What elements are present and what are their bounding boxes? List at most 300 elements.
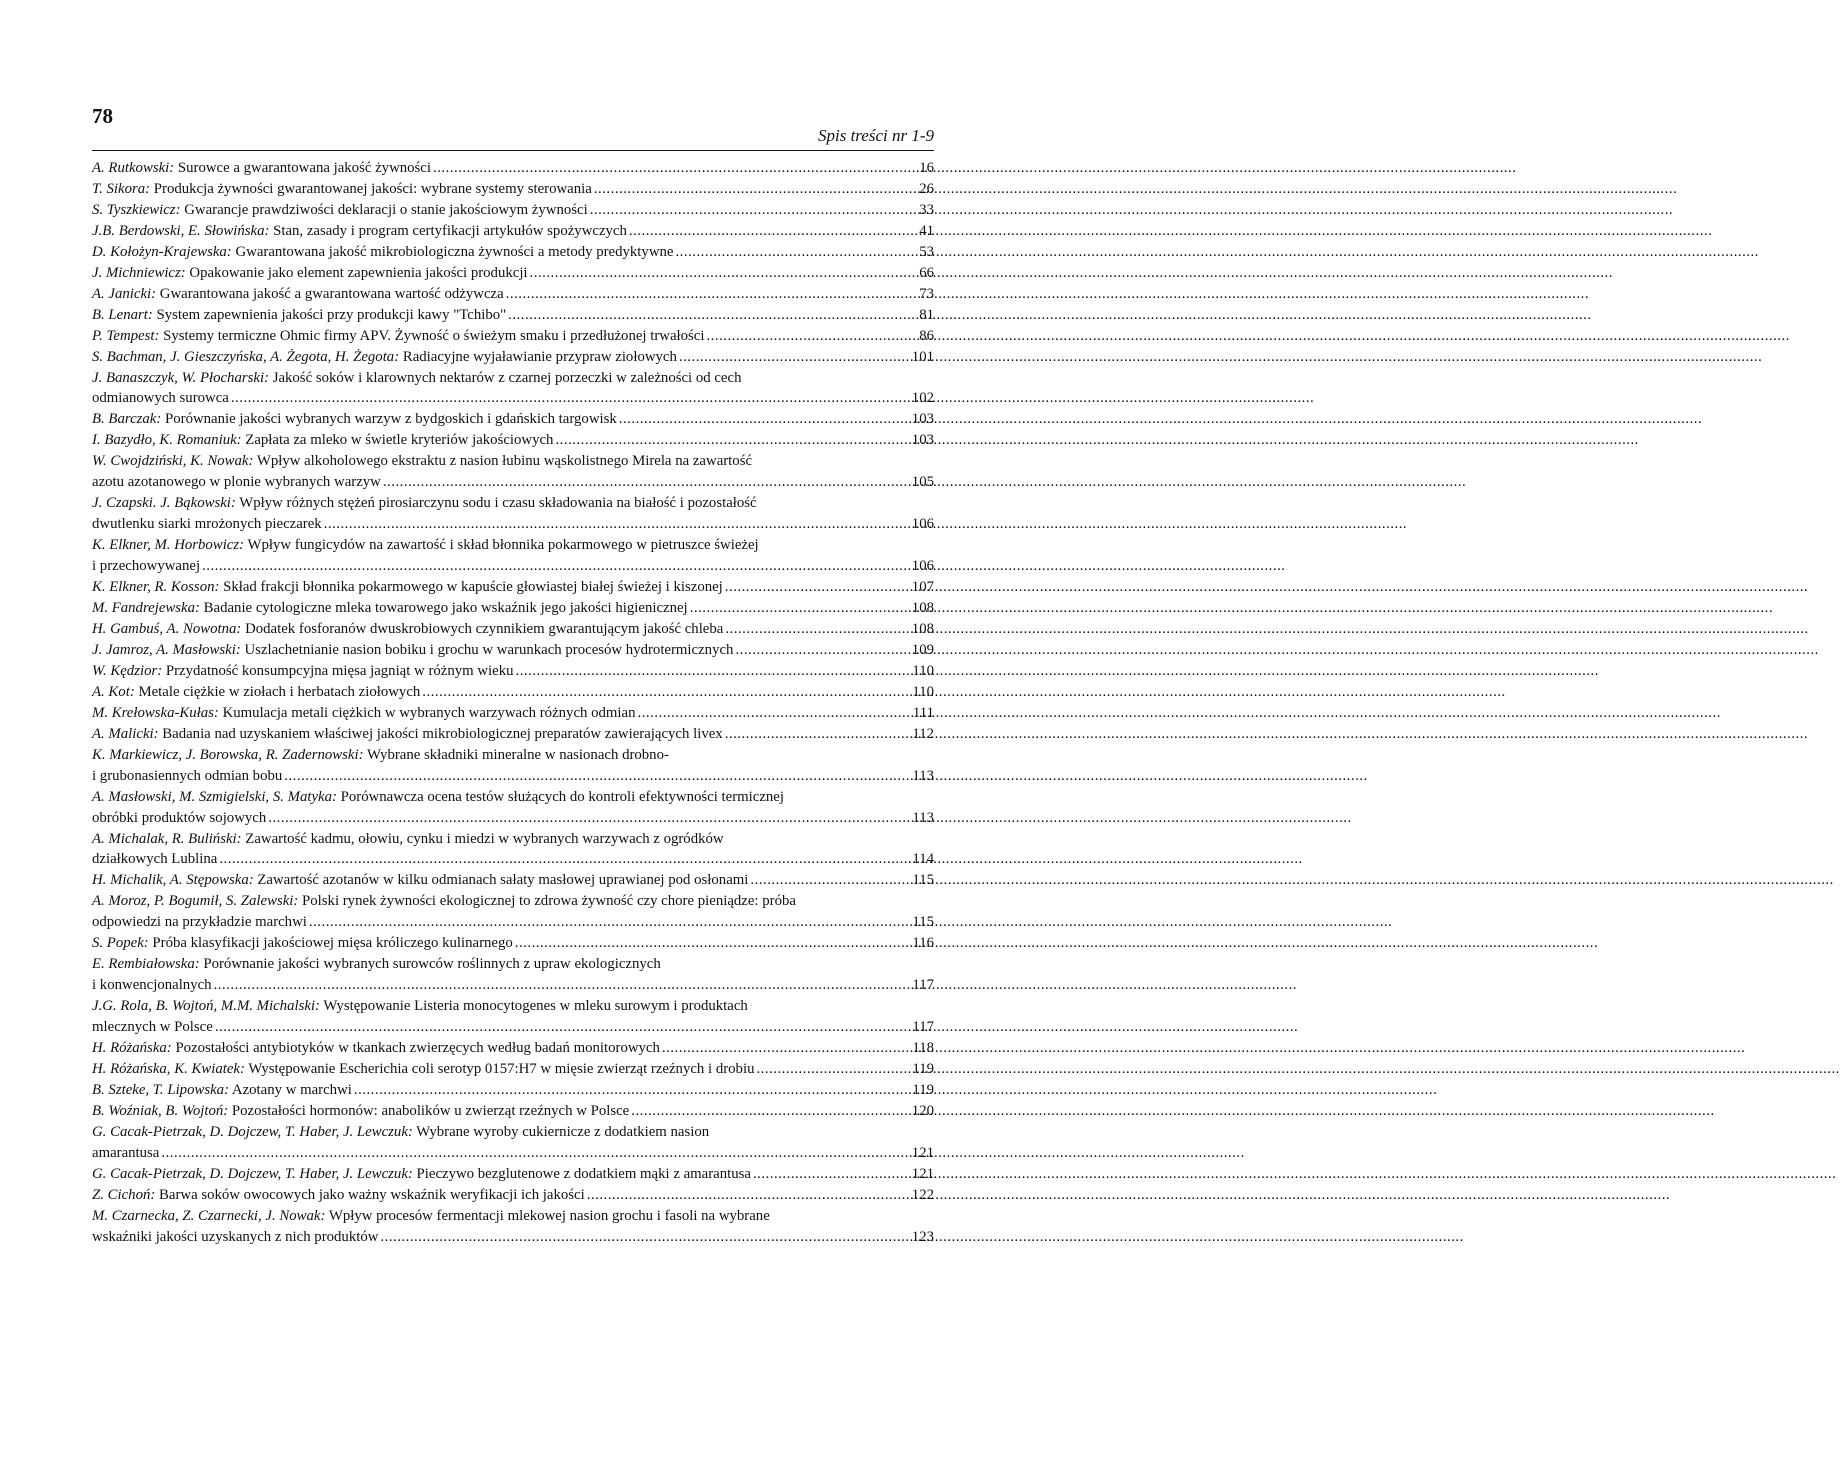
toc-title: Porównanie jakości wybranych warzyw z bydgoskich i gdańskich targowisk: [165, 411, 617, 428]
toc-title-continuation: obróbki produktów sojowych: [92, 809, 267, 826]
toc-title: Skład frakcji błonnika pokarmowego w kapuście głowiastej białej świeżej i kiszonej: [223, 579, 723, 596]
toc-authors: B. Barczak:: [92, 411, 162, 428]
toc-title: Porównanie jakości wybranych surowców roślinnych z upraw ekologicznych: [203, 956, 661, 973]
toc-entry: [92, 891, 934, 933]
toc-page-number: 115: [912, 872, 934, 889]
toc-entry-text: [92, 703, 636, 724]
toc-entry-line: [92, 996, 934, 1017]
toc-authors: S. Bachman, J. Gieszczyńska, A. Żegota, H. Żegota:: [92, 348, 400, 365]
dot-leader: [268, 808, 910, 829]
toc-entry-text: [92, 829, 724, 850]
toc-page-number: 122: [911, 1186, 934, 1203]
toc-entry: [92, 430, 934, 451]
toc-page-number: 116: [912, 935, 934, 952]
toc-title: Zawartość kadmu, ołowiu, cynku i miedzi w wybranych warzywach z ogródków: [245, 830, 724, 847]
toc-authors: S. Tyszkiewicz:: [92, 201, 181, 218]
toc-page-number: 103: [911, 432, 934, 449]
toc-page-number: 119: [912, 1060, 934, 1077]
toc-entry-text: [92, 158, 431, 179]
toc-entry-text: [92, 200, 588, 221]
toc-entry-line: [92, 724, 934, 745]
toc-entry: [92, 745, 934, 787]
toc-entry-text: [92, 682, 420, 703]
toc-entry-line: [92, 1038, 934, 1059]
toc-page-number: 109: [911, 641, 934, 658]
toc-entry-text: [92, 1059, 754, 1080]
toc-title-continuation: odpowiedzi na przykładzie marchwi: [92, 914, 307, 931]
toc-entry-line: [92, 514, 934, 535]
toc-title-continuation: amarantusa: [92, 1144, 160, 1161]
toc-entry: [92, 1206, 934, 1248]
toc-entry-line: [92, 493, 934, 514]
toc-entry-text: [92, 221, 627, 242]
toc-title-continuation: i przechowywanej: [92, 558, 201, 575]
dot-leader: [515, 933, 911, 954]
toc-authors: A. Malicki:: [92, 725, 159, 742]
toc-entry: [92, 1059, 934, 1080]
toc-entry-text: [92, 1080, 352, 1101]
toc-title: Wpływ procesów fermentacji mlekowej nasion grochu i fasoli na wybrane: [328, 1207, 770, 1224]
toc-entry: [92, 305, 934, 326]
dot-leader: [383, 472, 910, 493]
toc-page-number: 106: [911, 516, 934, 533]
toc-entry-line: [92, 975, 934, 996]
toc-page-number: 119: [912, 1081, 934, 1098]
toc-authors: J. Czapski. J. Bąkowski:: [92, 495, 236, 512]
dot-leader: [202, 556, 910, 577]
toc-entry: [92, 1101, 934, 1122]
toc-entry-line: [92, 870, 934, 891]
toc-authors: J. Michniewicz:: [92, 264, 186, 281]
toc-entry-line: [92, 912, 934, 933]
toc-page-number: 86: [919, 327, 934, 344]
toc-entry: [92, 598, 934, 619]
dot-leader: [638, 703, 911, 724]
toc-title: Wpływ różnych stężeń pirosiarczynu sodu i czasu składowania na białość i pozostałość: [239, 495, 757, 512]
toc-authors: H. Różańska, K. Kwiatek:: [92, 1060, 245, 1077]
dot-leader: [587, 1185, 910, 1206]
dot-leader: [725, 577, 910, 598]
dot-leader: [214, 975, 911, 996]
toc-authors: B. Lenart:: [92, 306, 153, 323]
toc-authors: J. Banaszczyk, W. Płocharski:: [92, 369, 269, 386]
toc-entry: [92, 1038, 934, 1059]
toc-entry-text: [92, 305, 506, 326]
toc-entry-line: [92, 1164, 934, 1185]
toc-page-number: 115: [912, 914, 934, 931]
dot-leader: [753, 1164, 910, 1185]
toc-title: Systemy termiczne Ohmic firmy APV. Żywność o świeżym smaku i przedłużonej trwałości: [163, 327, 705, 344]
toc-entry-text: [92, 263, 528, 284]
toc-entry-line: [92, 661, 934, 682]
toc-title-continuation: odmianowych surowca: [92, 390, 229, 407]
toc-title: Stan, zasady i program certyfikacji artykułów spożywczych: [273, 222, 627, 239]
toc-page-number: 53: [919, 243, 934, 260]
toc-entry-line: [92, 1017, 934, 1038]
toc-authors: W. Cwojdziński, K. Nowak:: [92, 453, 254, 470]
toc-entry: [92, 577, 934, 598]
toc-title: Kumulacja metali ciężkich w wybranych warzywach różnych odmian: [222, 704, 636, 721]
toc-authors: A. Moroz, P. Bogumił, S. Zalewski:: [92, 893, 299, 910]
dot-leader: [380, 1227, 909, 1248]
toc-page-number: 108: [911, 600, 934, 617]
toc-entry: [92, 933, 934, 954]
toc-entry-line: [92, 1080, 934, 1101]
toc-page-number: 117: [912, 977, 934, 994]
toc-page-number: 106: [911, 558, 934, 575]
dot-leader: [555, 430, 909, 451]
toc-title: Gwarantowana jakość a gwarantowana wartość odżywcza: [159, 285, 504, 302]
toc-entry-line: [92, 263, 934, 284]
toc-title: System zapewnienia jakości przy produkcji kawy "Tchibo": [156, 306, 507, 323]
toc-entry-line: [92, 703, 934, 724]
toc-entry-text: [92, 661, 514, 682]
toc-entry-line: [92, 430, 934, 451]
dot-leader: [422, 682, 910, 703]
dot-leader: [594, 179, 912, 200]
dot-leader: [662, 1038, 910, 1059]
toc-entry-line: [92, 535, 934, 556]
toc-authors: E. Rembiałowska:: [92, 956, 200, 973]
toc-authors: A. Michalak, R. Buliński:: [92, 830, 242, 847]
toc-authors: T. Sikora:: [92, 180, 151, 197]
toc-entry-line: [92, 388, 934, 409]
toc-entry: [92, 829, 934, 871]
toc-authors: M. Czarnecka, Z. Czarnecki, J. Nowak:: [92, 1207, 326, 1224]
toc-entry-text: [92, 870, 748, 891]
toc-title: Wpływ fungicydów na zawartość i skład błonnika pokarmowego w pietruszce świeżej: [247, 537, 759, 554]
dot-leader: [750, 870, 910, 891]
toc-page-number: 123: [911, 1228, 934, 1245]
toc-page-number: 110: [912, 662, 934, 679]
dot-leader: [309, 912, 910, 933]
toc-entry: [92, 493, 934, 535]
toc-page-number: 108: [911, 620, 934, 637]
page-header: [92, 100, 934, 151]
toc-entry-text: [92, 1038, 660, 1059]
toc-entry-text: [92, 745, 669, 766]
toc-entry-text: [92, 1122, 709, 1143]
toc-title: Opakowanie jako element zapewnienia jakości produkcji: [189, 264, 528, 281]
dot-leader: [219, 849, 910, 870]
toc-authors: J.G. Rola, B. Wojtoń, M.M. Michalski:: [92, 998, 320, 1015]
toc-entry-line: [92, 1143, 934, 1164]
toc-entry: [92, 703, 934, 724]
dot-leader: [530, 263, 912, 284]
toc-entry-text: [92, 640, 733, 661]
toc-authors: H. Różańska:: [92, 1040, 172, 1057]
toc-entry: [92, 954, 934, 996]
toc-title: Zapłata za mleko w świetle kryteriów jakościowych: [245, 432, 554, 449]
toc-authors: A. Janicki:: [92, 285, 157, 302]
toc-authors: I. Bazydło, K. Romaniuk:: [92, 432, 242, 449]
toc-title: Gwarantowana jakość mikrobiologiczna żywności a metody predyktywne: [235, 243, 674, 260]
toc-page-number: 120: [911, 1102, 934, 1119]
toc-title: Uszlachetnianie nasion bobiku i grochu w warunkach procesów hydrotermicznych: [244, 641, 734, 658]
toc-entry-line: [92, 577, 934, 598]
dot-leader: [619, 409, 910, 430]
toc-authors: H. Gambuś, A. Nowotna:: [92, 620, 242, 637]
dot-leader: [631, 1101, 910, 1122]
toc-entry: [92, 179, 934, 200]
toc-entry-text: [92, 284, 504, 305]
toc-page-number: 117: [912, 1019, 934, 1036]
toc-title: Produkcja żywności gwarantowanej jakości: wybrane systemy sterowania: [153, 180, 592, 197]
toc-title: Badania nad uzyskaniem właściwej jakości mikrobiologicznej preparatów zawierających livex: [162, 725, 723, 742]
toc-entry-text: [92, 242, 673, 263]
toc-title: Przydatność konsumpcyjna mięsa jagniąt w różnym wieku: [165, 662, 514, 679]
toc-authors: A. Rutkowski:: [92, 160, 175, 176]
toc-entry: [92, 661, 934, 682]
toc-authors: G. Cacak-Pietrzak, D. Dojczew, T. Haber, J. Lewczuk:: [92, 1123, 413, 1140]
toc-page-number: 102: [911, 390, 934, 407]
dot-leader: [735, 640, 909, 661]
toc-title: Jakość soków i klarownych nektarów z czarnej porzeczki w zależności od cech: [272, 369, 742, 386]
toc-entry: [92, 870, 934, 891]
toc-entry-text: [92, 430, 553, 451]
page-number: 78: [92, 104, 113, 128]
toc-page-number: 16: [919, 160, 934, 176]
toc-authors: K. Elkner, R. Kosson:: [92, 579, 220, 596]
toc-page-number: 101: [911, 348, 934, 365]
toc-title: Radiacyjne wyjaławianie przypraw ziołowych: [402, 348, 677, 365]
toc-entry-line: [92, 619, 934, 640]
toc-entry-line: [92, 200, 934, 221]
toc-page-number: 73: [919, 285, 934, 302]
toc-entry-line: [92, 326, 934, 347]
toc-entry: [92, 640, 934, 661]
toc-authors: J. Jamroz, A. Masłowski:: [92, 641, 241, 658]
toc-page-number: 81: [919, 306, 934, 323]
toc-entry-line: [92, 556, 934, 577]
toc-title: Badanie cytologiczne mleka towarowego jako wskaźnik jego jakości higienicznej: [203, 600, 688, 617]
toc-entry: [92, 996, 934, 1038]
dot-leader: [690, 598, 910, 619]
toc-entry-text: [92, 933, 513, 954]
toc-page-number: 103: [911, 411, 934, 428]
toc-entry-line: [92, 849, 934, 870]
toc-page-number: 66: [919, 264, 934, 281]
toc-entry-line: [92, 954, 934, 975]
toc-page-number: 26: [919, 180, 934, 197]
toc-title: Azotany w marchwi: [231, 1081, 352, 1098]
toc-title-continuation: dwutlenku siarki mrożonych pieczarek: [92, 516, 322, 533]
toc-entry: [92, 724, 934, 745]
toc-page-number: 113: [912, 767, 934, 784]
toc-entry-line: [92, 158, 934, 179]
toc-title-continuation: i grubonasiennych odmian bobu: [92, 767, 283, 784]
toc-entry-line: [92, 284, 934, 305]
toc-entry-text: [92, 1185, 585, 1206]
toc-title: Próba klasyfikacji jakościowej mięsa króliczego kulinarnego: [152, 935, 513, 952]
toc-entry-line: [92, 1101, 934, 1122]
toc-page-number: 121: [911, 1165, 934, 1182]
toc-title: Pozostałości hormonów: anabolików u zwierząt rzeźnych w Polsce: [231, 1102, 630, 1119]
toc-page-number: 121: [911, 1144, 934, 1161]
toc-page-number: 105: [911, 474, 934, 491]
dot-leader: [324, 514, 910, 535]
toc-entry-line: [92, 682, 934, 703]
toc-title: Pozostałości antybiotyków w tkankach zwierzęcych według badań monitorowych: [175, 1040, 660, 1057]
toc-entry: [92, 409, 934, 430]
dot-leader: [725, 619, 909, 640]
toc-title: Wybrane wyroby cukiernicze z dodatkiem nasion: [416, 1123, 710, 1140]
toc-entry: [92, 326, 934, 347]
toc-title: Występowanie Escherichia coli serotyp 0157:H7 w mięsie zwierząt rzeźnych i drobiu: [248, 1060, 755, 1077]
toc-entry-line: [92, 891, 934, 912]
toc-entry-text: [92, 954, 661, 975]
toc-entry-line: [92, 451, 934, 472]
toc-entry-text: [92, 598, 688, 619]
toc-entry: [92, 368, 934, 410]
toc-page-number: 114: [912, 851, 934, 868]
running-title: Spis treści nr 1-9: [817, 126, 934, 145]
table-of-contents: [92, 158, 934, 1248]
toc-entry-line: [92, 179, 934, 200]
toc-entry-line: [92, 933, 934, 954]
toc-title-continuation: mlecznych w Polsce: [92, 1019, 213, 1036]
toc-entry-text: [92, 179, 592, 200]
toc-entry-text: [92, 996, 748, 1017]
toc-entry: [92, 347, 934, 368]
toc-entry-line: [92, 1122, 934, 1143]
toc-authors: M. Fandrejewska:: [92, 600, 200, 617]
toc-entry: [92, 263, 934, 284]
toc-entry-text: [92, 891, 796, 912]
toc-title: Porównawcza ocena testów służących do kontroli efektywności termicznej: [340, 788, 784, 805]
toc-title: Zawartość azotanów w kilku odmianach sałaty masłowej uprawianej pod osłonami: [257, 872, 749, 889]
toc-entry: [92, 619, 934, 640]
toc-entry-line: [92, 1059, 934, 1080]
dot-leader: [354, 1080, 910, 1101]
toc-title: Barwa soków owocowych jako ważny wskaźnik weryfikacji ich jakości: [159, 1186, 585, 1203]
dot-leader: [590, 200, 912, 221]
dot-leader: [433, 158, 912, 179]
dot-leader: [215, 1017, 911, 1038]
toc-entry-line: [92, 1185, 934, 1206]
toc-title: Metale ciężkie w ziołach i herbatach ziołowych: [138, 683, 421, 700]
dot-leader: [508, 305, 912, 326]
toc-authors: H. Michalik, A. Stępowska:: [92, 872, 254, 889]
toc-entry: [92, 451, 934, 493]
toc-title: Występowanie Listeria monocytogenes w mleku surowym i produktach: [323, 998, 748, 1015]
toc-entry: [92, 158, 934, 179]
toc-entry-text: [92, 619, 723, 640]
toc-entry: [92, 1185, 934, 1206]
toc-entry-text: [92, 493, 757, 514]
toc-entry-line: [92, 745, 934, 766]
toc-entry-text: [92, 451, 752, 472]
toc-entry-line: [92, 347, 934, 368]
toc-entry-line: [92, 1227, 934, 1248]
toc-title: Surowce a gwarantowana jakość żywności: [177, 160, 431, 176]
toc-entry-text: [92, 368, 741, 389]
dot-leader: [629, 221, 912, 242]
toc-authors: B. Szteke, T. Lipowska:: [92, 1081, 229, 1098]
toc-page-number: 110: [912, 683, 934, 700]
toc-entry-line: [92, 368, 934, 389]
toc-authors: P. Tempest:: [92, 327, 160, 344]
toc-title-continuation: i konwencjonalnych: [92, 977, 212, 994]
toc-page-number: 33: [919, 201, 934, 218]
dot-leader: [231, 388, 910, 409]
toc-title-continuation: wskaźniki jakości uzyskanych z nich produktów: [92, 1228, 379, 1245]
toc-entry-line: [92, 640, 934, 661]
toc-authors: D. Kołożyn-Krajewska:: [92, 243, 232, 260]
dot-leader: [756, 1059, 910, 1080]
dot-leader: [706, 326, 912, 347]
toc-page-number: 41: [919, 222, 934, 239]
toc-entry: [92, 682, 934, 703]
dot-leader: [675, 242, 912, 263]
toc-entry: [92, 242, 934, 263]
toc-authors: K. Elkner, M. Horbowicz:: [92, 537, 245, 554]
toc-title: Wybrane składniki mineralne w nasionach drobno-: [366, 746, 669, 763]
toc-entry-line: [92, 409, 934, 430]
toc-entry-text: [92, 347, 677, 368]
toc-entry-text: [92, 577, 723, 598]
dot-leader: [725, 724, 911, 745]
toc-entry-text: [92, 535, 759, 556]
toc-page-number: 107: [911, 579, 934, 596]
toc-title: Polski rynek żywności ekologicznej to zdrowa żywność czy chore pieniądze: próba: [302, 893, 796, 910]
toc-entry: [92, 200, 934, 221]
toc-entry-line: [92, 808, 934, 829]
toc-entry-text: [92, 1164, 751, 1185]
toc-entry-line: [92, 221, 934, 242]
toc-entry-text: [92, 1101, 629, 1122]
toc-entry-text: [92, 724, 723, 745]
dot-leader: [284, 766, 910, 787]
toc-entry-line: [92, 829, 934, 850]
toc-entry: [92, 1080, 934, 1101]
toc-entry-line: [92, 242, 934, 263]
toc-entry-line: [92, 598, 934, 619]
toc-entry: [92, 221, 934, 242]
toc-page-number: 113: [912, 809, 934, 826]
toc-page-number: 118: [912, 1040, 934, 1057]
toc-title: Pieczywo bezglutenowe z dodatkiem mąki z amarantusa: [416, 1165, 751, 1182]
toc-entry-text: [92, 787, 784, 808]
toc-page-number: 111: [912, 704, 934, 721]
toc-entry: [92, 284, 934, 305]
toc-authors: W. Kędzior:: [92, 662, 163, 679]
dot-leader: [679, 347, 910, 368]
toc-entry-text: [92, 1206, 770, 1227]
toc-entry: [92, 787, 934, 829]
toc-entry-line: [92, 305, 934, 326]
toc-authors: Z. Cichoń:: [92, 1186, 156, 1203]
toc-title: Wpływ alkoholowego ekstraktu z nasion łubinu wąskolistnego Mirela na zawartość: [256, 453, 753, 470]
toc-entry: [92, 535, 934, 577]
toc-title: Gwarancje prawdziwości deklaracji o stanie jakościowym żywności: [184, 201, 588, 218]
toc-authors: K. Markiewicz, J. Borowska, R. Zadernowski:: [92, 746, 364, 763]
toc-entry: [92, 1164, 934, 1185]
toc-entry-line: [92, 472, 934, 493]
toc-authors: M. Krełowska-Kułas:: [92, 704, 219, 721]
toc-authors: B. Woźniak, B. Wojtoń:: [92, 1102, 229, 1119]
toc-entry-line: [92, 787, 934, 808]
toc-entry-text: [92, 409, 617, 430]
toc-entry-text: [92, 326, 704, 347]
toc-authors: G. Cacak-Pietrzak, D. Dojczew, T. Haber, J. Lewczuk:: [92, 1165, 413, 1182]
dot-leader: [506, 284, 912, 305]
toc-authors: A. Masłowski, M. Szmigielski, S. Matyka:: [92, 788, 337, 805]
toc-title-continuation: działkowych Lublina: [92, 851, 218, 868]
toc-authors: A. Kot:: [92, 683, 135, 700]
toc-title-continuation: azotu azotanowego w plonie wybranych warzyw: [92, 474, 381, 491]
dot-leader: [161, 1143, 909, 1164]
